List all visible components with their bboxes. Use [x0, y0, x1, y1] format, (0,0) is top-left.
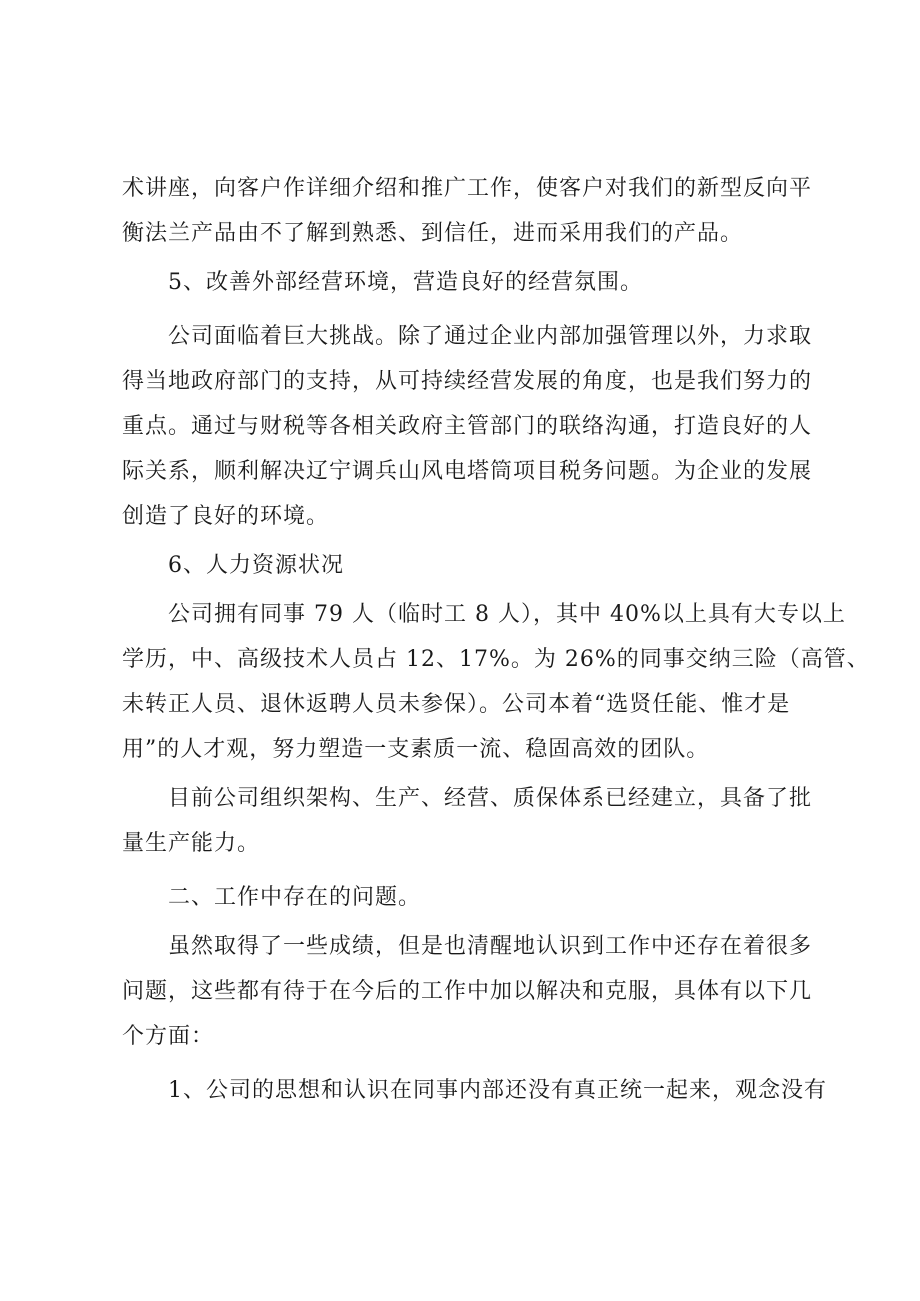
section-heading: 二、工作中存在的问题。 — [122, 885, 422, 910]
text-line: 公司拥有同事 79 人（临时工 8 人），其中 40%以上具有大专以上 — [122, 602, 846, 627]
text-line: 问题，这些都有待于在今后的工作中加以解决和克服，具体有以下几 — [122, 979, 813, 1004]
text-line: 学历，中、高级技术人员占 12、17%。为 26%的同事交纳三险（高管、 — [122, 647, 870, 672]
text-line: 目前公司组织架构、生产、经营、质保体系已经建立，具备了批 — [122, 786, 813, 811]
text-line: 衡法兰产品由不了解到熟悉、到信任，进而采用我们的产品。 — [122, 221, 744, 246]
paragraph-gap — [122, 1059, 822, 1068]
paragraph-gap — [122, 305, 822, 314]
text-line: 得当地政府部门的支持，从可持续经营发展的角度，也是我们努力的 — [122, 369, 813, 394]
text-line: 创造了良好的环境。 — [122, 504, 330, 529]
text-line: 虽然取得了一些成绩，但是也清醒地认识到工作中还存在着很多 — [122, 934, 813, 959]
text-line: 术讲座，向客户作详细介绍和推广工作，使客户对我们的新型反向平 — [122, 176, 813, 201]
section-heading: 6、人力资源状况 — [122, 553, 344, 578]
text-line: 未转正人员、退休返聘人员未参保）。公司本着“选贤任能、惟才是 — [122, 692, 791, 717]
text-line: 际关系，顺利解决辽宁调兵山风电塔筒项目税务问题。为企业的发展 — [122, 459, 813, 484]
text-line: 量生产能力。 — [122, 831, 261, 856]
section-heading: 5、改善外部经营环境，营造良好的经营氛围。 — [122, 270, 643, 295]
text-line: 1、公司的思想和认识在同事内部还没有真正统一起来，观念没有 — [122, 1078, 827, 1103]
text-line: 公司面临着巨大挑战。除了通过企业内部加强管理以外，力求取 — [122, 324, 813, 349]
document-body — [122, 166, 870, 1113]
text-line: 个方面： — [122, 1024, 215, 1049]
text-line: 用”的人才观，努力塑造一支素质一流、稳固高效的团队。 — [122, 737, 710, 762]
paragraph-gap — [122, 866, 822, 875]
text-line: 重点。通过与财税等各相关政府主管部门的联络沟通，打造良好的人 — [122, 414, 813, 439]
